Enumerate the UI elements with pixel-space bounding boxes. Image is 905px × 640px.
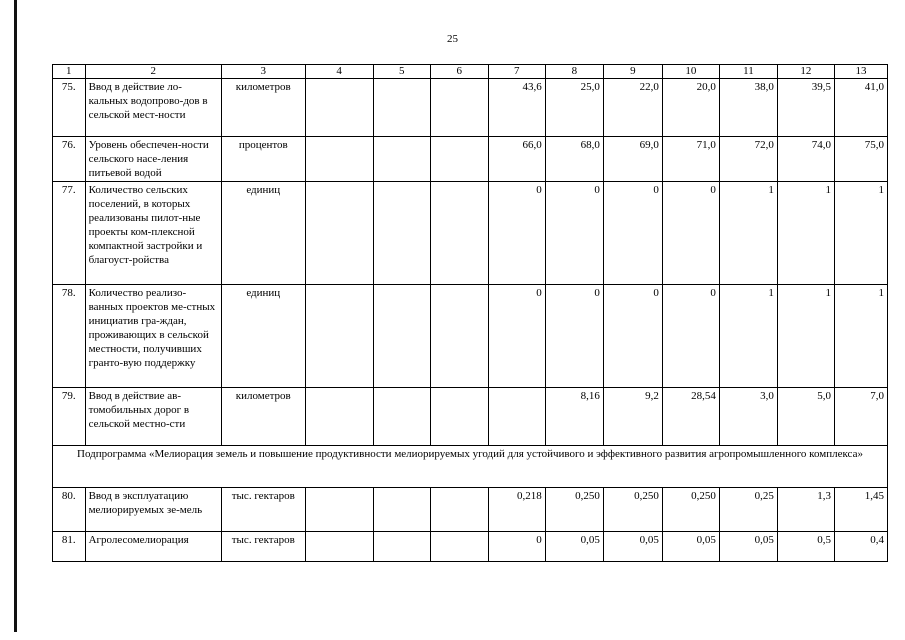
value-cell: 0,05 (545, 532, 603, 562)
column-number-row (53, 65, 888, 79)
value-cell: 38,0 (719, 79, 777, 137)
table-row (53, 79, 888, 137)
value-cell: 0,05 (603, 532, 662, 562)
value-cell: 0 (545, 285, 603, 388)
value-cell: 0 (603, 285, 662, 388)
page-number: 25 (447, 33, 458, 45)
indicator-name: Уровень обеспечен-ности сельского насе-ления питьевой водой (85, 137, 221, 182)
value-cell: 7,0 (834, 388, 887, 446)
row-index: 76. (53, 137, 86, 182)
value-cell: 3,0 (719, 388, 777, 446)
value-cell (305, 182, 373, 285)
table-row (53, 182, 888, 285)
indicator-name: Ввод в действие ав-томобильных дорог в сельской местно-сти (85, 388, 221, 446)
column-header: 6 (430, 65, 488, 79)
value-cell (430, 137, 488, 182)
unit-cell: единиц (222, 285, 306, 388)
value-cell (305, 532, 373, 562)
value-cell: 0,4 (834, 532, 887, 562)
column-header: 4 (305, 65, 373, 79)
value-cell: 1 (777, 285, 834, 388)
column-header: 10 (662, 65, 719, 79)
value-cell: 0,25 (719, 488, 777, 532)
value-cell (373, 488, 430, 532)
value-cell: 68,0 (545, 137, 603, 182)
unit-cell: километров (222, 79, 306, 137)
row-index: 79. (53, 388, 86, 446)
value-cell: 75,0 (834, 137, 887, 182)
value-cell: 71,0 (662, 137, 719, 182)
unit-cell: единиц (222, 182, 306, 285)
value-cell: 0 (662, 285, 719, 388)
value-cell (305, 137, 373, 182)
table-row (53, 488, 888, 532)
column-header: 3 (222, 65, 306, 79)
value-cell: 22,0 (603, 79, 662, 137)
value-cell (373, 285, 430, 388)
value-cell: 0 (488, 182, 545, 285)
value-cell: 0,5 (777, 532, 834, 562)
table-row (53, 532, 888, 562)
row-index: 75. (53, 79, 86, 137)
table-row (53, 285, 888, 388)
value-cell (430, 182, 488, 285)
value-cell: 0,250 (545, 488, 603, 532)
column-header: 9 (603, 65, 662, 79)
value-cell (373, 388, 430, 446)
indicators-table (52, 64, 888, 562)
indicator-name: Ввод в действие ло-кальных водопрово-дов в сельской мест-ности (85, 79, 221, 137)
value-cell: 0,218 (488, 488, 545, 532)
value-cell: 0,250 (603, 488, 662, 532)
unit-cell: тыс. гектаров (222, 488, 306, 532)
value-cell: 28,54 (662, 388, 719, 446)
row-index: 78. (53, 285, 86, 388)
value-cell (430, 532, 488, 562)
value-cell: 0 (545, 182, 603, 285)
value-cell (430, 488, 488, 532)
value-cell: 0,05 (662, 532, 719, 562)
value-cell: 20,0 (662, 79, 719, 137)
value-cell: 1 (834, 285, 887, 388)
column-header: 5 (373, 65, 430, 79)
value-cell (305, 388, 373, 446)
left-margin-rule (14, 0, 17, 632)
value-cell (430, 79, 488, 137)
value-cell: 66,0 (488, 137, 545, 182)
value-cell: 39,5 (777, 79, 834, 137)
unit-cell: километров (222, 388, 306, 446)
value-cell (430, 388, 488, 446)
row-index: 80. (53, 488, 86, 532)
value-cell (305, 79, 373, 137)
value-cell: 0,250 (662, 488, 719, 532)
column-header: 2 (85, 65, 221, 79)
value-cell: 1 (719, 285, 777, 388)
value-cell: 0 (603, 182, 662, 285)
indicator-name: Количество сельских поселений, в которых реализованы пилот-ные проекты ком-плексной компактной застройки и благоуст-ройства (85, 182, 221, 285)
row-index: 81. (53, 532, 86, 562)
value-cell: 1,3 (777, 488, 834, 532)
subprogram-title: Подпрограмма «Мелиорация земель и повышение продуктивности мелиорируемых угодий для устойчивого и эффективного развития агропромышленного комплекса» (53, 446, 888, 488)
value-cell: 9,2 (603, 388, 662, 446)
value-cell: 0 (488, 532, 545, 562)
column-header: 7 (488, 65, 545, 79)
value-cell (373, 532, 430, 562)
value-cell: 74,0 (777, 137, 834, 182)
value-cell (373, 79, 430, 137)
value-cell (430, 285, 488, 388)
column-header: 11 (719, 65, 777, 79)
value-cell: 72,0 (719, 137, 777, 182)
unit-cell: процентов (222, 137, 306, 182)
value-cell: 43,6 (488, 79, 545, 137)
indicator-name: Количество реализо-ванных проектов ме-стных инициатив гра-ждан, проживающих в сельской местности, получивших гранто-вую поддержку (85, 285, 221, 388)
subprogram-row (53, 446, 888, 488)
value-cell: 0,05 (719, 532, 777, 562)
value-cell: 0 (488, 285, 545, 388)
value-cell: 5,0 (777, 388, 834, 446)
value-cell (373, 137, 430, 182)
column-header: 12 (777, 65, 834, 79)
value-cell (305, 285, 373, 388)
table-row (53, 137, 888, 182)
value-cell: 41,0 (834, 79, 887, 137)
row-index: 77. (53, 182, 86, 285)
unit-cell: тыс. гектаров (222, 532, 306, 562)
value-cell: 8,16 (545, 388, 603, 446)
indicator-name: Агролесомелиорация (85, 532, 221, 562)
column-header: 13 (834, 65, 887, 79)
value-cell: 1 (719, 182, 777, 285)
value-cell: 0 (662, 182, 719, 285)
table-row (53, 388, 888, 446)
column-header: 8 (545, 65, 603, 79)
value-cell: 1 (777, 182, 834, 285)
column-header: 1 (53, 65, 86, 79)
value-cell (488, 388, 545, 446)
value-cell: 1,45 (834, 488, 887, 532)
value-cell: 69,0 (603, 137, 662, 182)
value-cell: 25,0 (545, 79, 603, 137)
value-cell: 1 (834, 182, 887, 285)
indicator-name: Ввод в эксплуатацию мелиорируемых зе-мель (85, 488, 221, 532)
value-cell (373, 182, 430, 285)
value-cell (305, 488, 373, 532)
